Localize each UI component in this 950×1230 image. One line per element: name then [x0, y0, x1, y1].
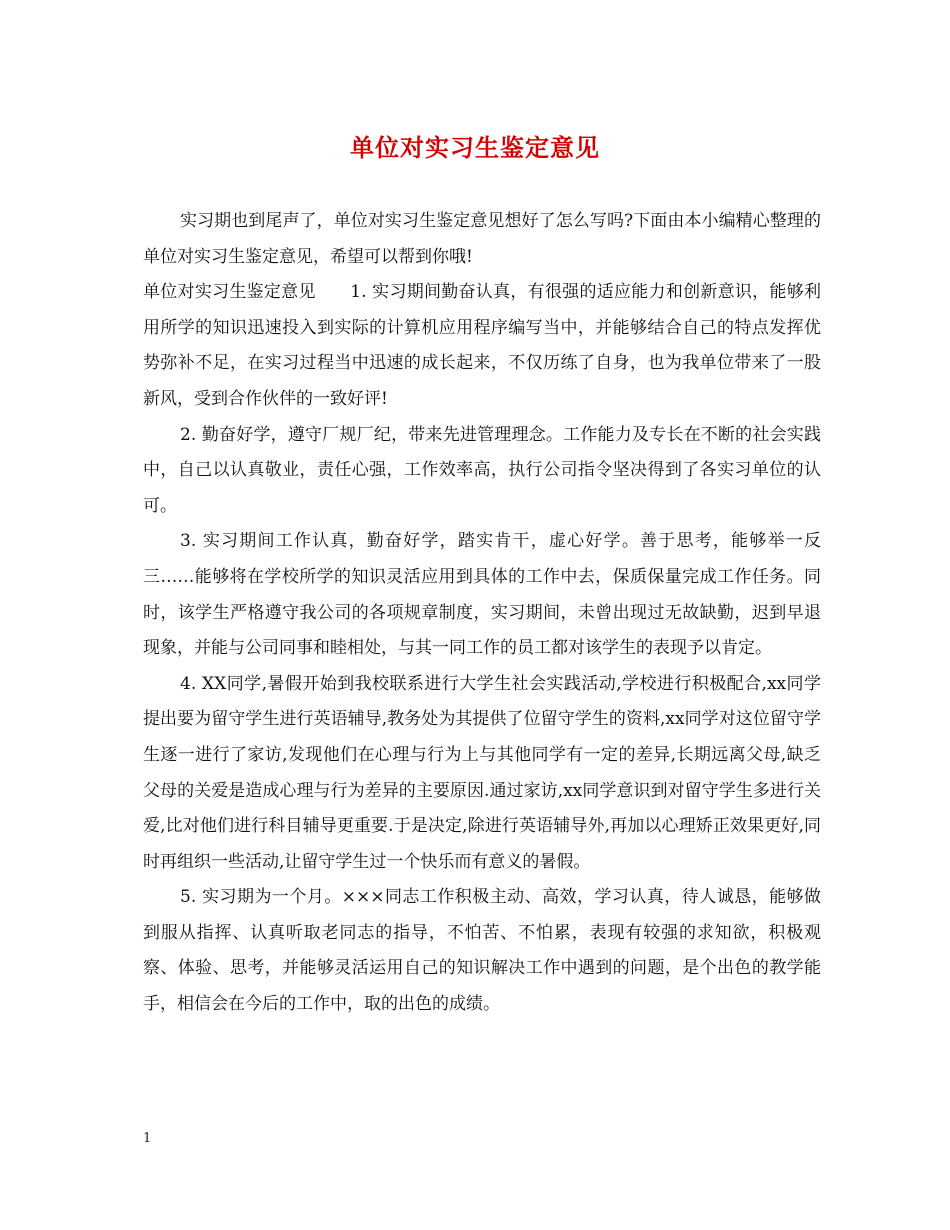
opinion-paragraph-4: 4. XX同学,暑假开始到我校联系进行大学生社会实践活动,学校进行积极配合,xx同学提出要为留守学生进行英语辅导,教务处为其提供了位留守学生的资料,xx同学对这位留守学生逐一进行了家访,发现他们在心理与行为上与其他同学有一定的差异,长期远离父母,缺乏父母的关爱是造成心理与行为差异的主要原因.通过家访,xx同学意识到对留守学生多进行关爱,比对他们进行科目辅导更重要.于是决定,除进行英语辅导外,再加以心理矫正效果更好,同时再组织一些活动,让留守学生过一个快乐而有意义的暑假。	[143, 673, 821, 872]
opinion-paragraph-3: 3. 实习期间工作认真，勤奋好学，踏实肯干，虚心好学。善于思考，能够举一反三……能够将在学校所学的知识灵活应用到具体的工作中去，保质保量完成工作任务。同时，该学生严格遵守我公司的各项规章制度，实习期间，未曾出现过无故缺勤，迟到早退现象，并能与公司同事和睦相处，与其一同工作的员工都对该学生的表现予以肯定。	[143, 531, 821, 659]
opinion-paragraph-2: 2. 勤奋好学，遵守厂规厂纪，带来先进管理理念。工作能力及专长在不断的社会实践中，自己以认真敬业，责任心强，工作效率高，执行公司指令坚决得到了各实习单位的认可。	[143, 424, 821, 516]
document-body	[143, 204, 821, 1023]
page-number: 1	[143, 1131, 152, 1146]
intro-paragraph: 实习期也到尾声了，单位对实习生鉴定意见想好了怎么写吗?下面由本小编精心整理的单位对实习生鉴定意见，希望可以帮到你哦!	[143, 211, 821, 267]
document-title: 单位对实习生鉴定意见	[350, 133, 600, 162]
section-heading-paragraph: 单位对实习生鉴定意见 1. 实习期间勤奋认真，有很强的适应能力和创新意识，能够利用所学的知识迅速投入到实际的计算机应用程序编写当中，并能够结合自己的特点发挥优势弥补不足，在实习过程当中迅速的成长起来，不仅历练了自身，也为我单位带来了一股新风，受到合作伙伴的一致好评!	[143, 282, 821, 409]
opinion-paragraph-5: 5. 实习期为一个月。×××同志工作积极主动、高效，学习认真，待人诚恳，能够做到服从指挥、认真听取老同志的指导，不怕苦、不怕累，表现有较强的求知欲，积极观察、体验、思考，并能够灵活运用自己的知识解决工作中遇到的问题，是个出色的教学能手，相信会在今后的工作中，取的出色的成绩。	[143, 887, 821, 1015]
